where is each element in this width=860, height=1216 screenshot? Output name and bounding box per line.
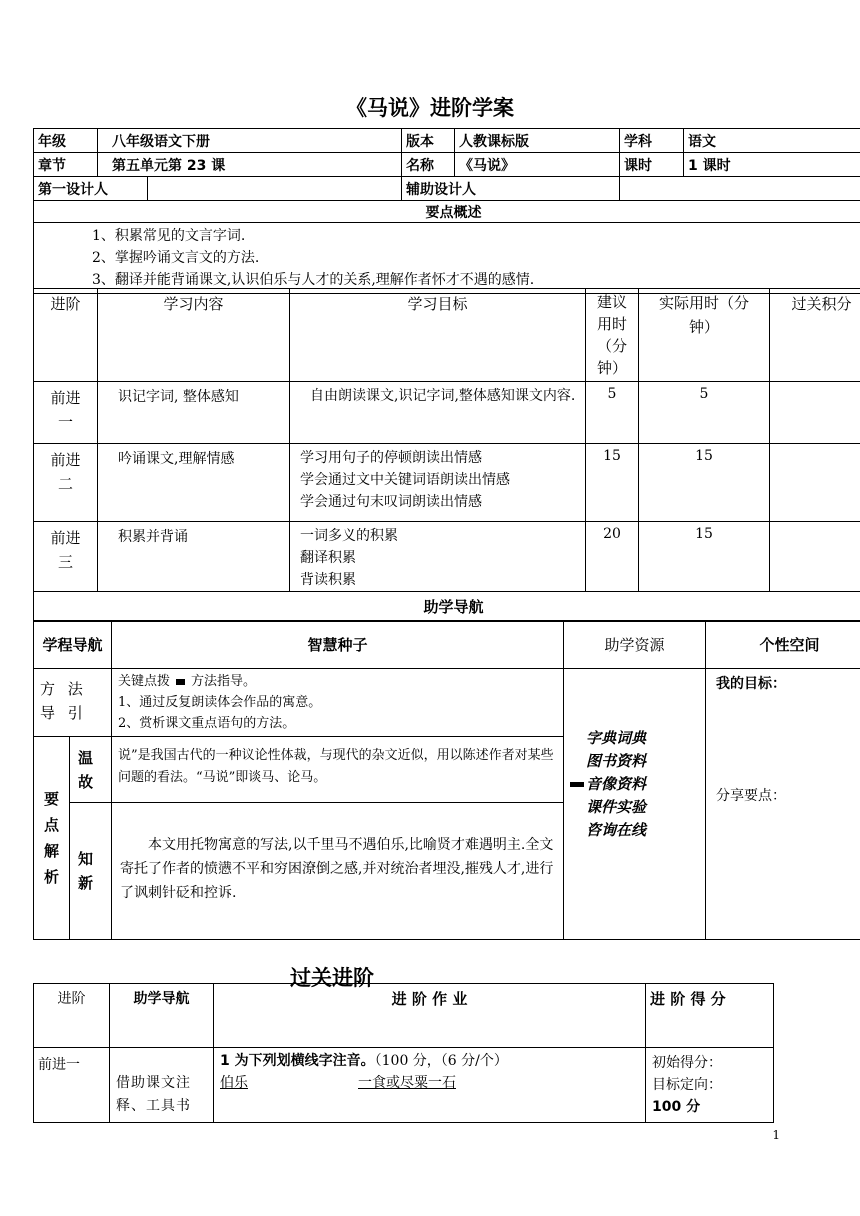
review-label: 温故 xyxy=(70,737,112,803)
goal-line: 背读积累 xyxy=(300,572,356,588)
new-label: 知新 xyxy=(70,803,112,940)
grade-value: 八年级语文下册 xyxy=(98,129,402,153)
score-initial: 初始得分： xyxy=(652,1055,722,1071)
plan-row-content: 吟诵课文,理解情感 xyxy=(98,444,290,522)
question-score: （100 分，（6 分/个） xyxy=(374,1053,508,1069)
personal-cell xyxy=(706,669,860,940)
method-label: 方 法 导 引 xyxy=(34,669,112,737)
name-value: 《马说》 xyxy=(455,153,620,177)
resources-cell xyxy=(564,669,706,940)
question-word: 伯乐 xyxy=(220,1075,248,1091)
hours-value: 1 课时 xyxy=(684,153,860,177)
plan-row-score xyxy=(770,522,860,592)
plan-row-stage: 前进一 xyxy=(34,382,98,444)
method-item: 2、赏析课文重点语句的方法。 xyxy=(118,716,296,731)
chapter-label: 章节 xyxy=(34,153,98,177)
method-cell xyxy=(112,669,564,737)
plan-row-score xyxy=(770,444,860,522)
pass-title: 过关进阶 xyxy=(290,965,374,990)
plan-header-suggest xyxy=(586,289,639,382)
hours-label: 课时 xyxy=(620,153,684,177)
chapter-value: 第五单元第 23 课 xyxy=(98,153,402,177)
seed-header: 智慧种子 xyxy=(112,621,564,669)
plan-row-actual: 15 xyxy=(639,444,770,522)
name-label: 名称 xyxy=(402,153,455,177)
method-title-b: 方法指导。 xyxy=(191,674,257,689)
page-title: 《马说》进阶学案 xyxy=(346,96,514,120)
plan-row-goals: 自由朗读课文,识记字词,整体感知课文内容. xyxy=(290,382,586,444)
page-number: 1 xyxy=(772,1128,780,1142)
plan-row-goals xyxy=(290,522,586,592)
plan-row-actual: 5 xyxy=(639,382,770,444)
plan-row-suggest: 15 xyxy=(586,444,639,522)
edition-label: 版本 xyxy=(402,129,455,153)
edition-value: 人教课标版 xyxy=(455,129,620,153)
overview-item: 2、掌握吟诵文言文的方法. xyxy=(92,250,260,266)
score-value: 100 分 xyxy=(652,1099,701,1115)
pass-row-score xyxy=(646,1048,774,1123)
score-target: 目标定向： xyxy=(652,1077,722,1093)
resource-header: 助学资源 xyxy=(564,621,706,669)
resource-item: 音像资料 xyxy=(586,774,647,793)
plan-row-goals xyxy=(290,444,586,522)
plan-row-score xyxy=(770,382,860,444)
subject-label: 学科 xyxy=(620,129,684,153)
goal-line: 学习用句子的停顿朗读出情感 xyxy=(300,450,482,466)
plan-header-content: 学习内容 xyxy=(98,289,290,382)
header-line: 钟） xyxy=(596,359,627,377)
personal-header: 个性空间 xyxy=(706,621,860,669)
process-header: 学程导航 xyxy=(34,621,112,669)
header-line: 建议 xyxy=(596,293,627,311)
plan-row-content: 识记字词, 整体感知 xyxy=(98,382,290,444)
overview-item: 1、积累常见的文言字词. xyxy=(92,228,246,244)
bullet-square-icon xyxy=(176,679,185,685)
plan-header-score: 过关积分 xyxy=(770,289,860,382)
pass-row-guide: 借助课文注释、工具书 xyxy=(110,1048,214,1123)
pass-header-guide: 助学导航 xyxy=(110,984,214,1048)
resource-item: 图书资料 xyxy=(586,751,647,770)
info-table xyxy=(33,128,860,294)
plan-row-actual: 15 xyxy=(639,522,770,592)
guide-heading: 助学导航 xyxy=(34,592,860,622)
question-word: 一食或尽粟一石 xyxy=(358,1075,456,1091)
plan-header-stage: 进阶 xyxy=(34,289,98,382)
resource-item: 课件实验 xyxy=(586,797,647,816)
header-line: 实际用时（分 xyxy=(658,294,749,312)
method-title-a: 关键点拨 xyxy=(118,674,171,689)
plan-header-actual xyxy=(639,289,770,382)
key-points-label: 要点解析 xyxy=(34,737,70,940)
plan-row-stage: 前进二 xyxy=(34,444,98,522)
review-text: 说”是我国古代的一种议论性体裁，与现代的杂文近似，用以陈述作者对某些问题的看法。“马说”即谈马、论马。 xyxy=(112,737,564,803)
pass-header-score: 进 阶 得 分 xyxy=(646,984,774,1048)
plan-row-suggest: 5 xyxy=(586,382,639,444)
plan-row-stage: 前进三 xyxy=(34,522,98,592)
header-line: 钟） xyxy=(688,318,719,336)
resource-item: 字典词典 xyxy=(586,728,647,747)
header-line: 用时 xyxy=(596,315,627,333)
pass-row-task xyxy=(214,1048,646,1123)
assist-label: 辅助设计人 xyxy=(402,177,620,201)
resource-item: 咨询在线 xyxy=(586,820,647,839)
grade-label: 年级 xyxy=(34,129,98,153)
header-line: （分 xyxy=(596,337,627,355)
plan-header-goals: 学习目标 xyxy=(290,289,586,382)
goal-line: 翻译积累 xyxy=(300,550,356,566)
pass-table xyxy=(33,983,774,1123)
designer-label: 第一设计人 xyxy=(34,177,148,201)
bullet-bar-icon xyxy=(570,782,584,787)
plan-row-suggest: 20 xyxy=(586,522,639,592)
question-title: 1 为下列划横线字注音。 xyxy=(220,1053,375,1069)
subject-value: 语文 xyxy=(684,129,860,153)
goal-line: 一词多义的积累 xyxy=(300,528,398,544)
my-goal-label: 我的目标： xyxy=(716,676,787,692)
assist-value xyxy=(620,177,860,201)
plan-table xyxy=(33,288,860,622)
pass-header-task: 进 阶 作 业 xyxy=(214,984,646,1048)
pass-header-stage: 进阶 xyxy=(34,984,110,1048)
plan-row-content: 积累并背诵 xyxy=(98,522,290,592)
method-item: 1、通过反复朗读体会作品的寓意。 xyxy=(118,695,322,710)
guide-table xyxy=(33,620,860,940)
overview-list xyxy=(34,223,860,294)
overview-heading: 要点概述 xyxy=(34,201,860,223)
new-text: 本文用托物寓意的写法,以千里马不遇伯乐,比喻贤才难遇明主.全文寄托了作者的愤懑不平和穷困潦倒之感,并对统治者埋没,摧残人才,进行了讽刺针砭和控诉. xyxy=(112,803,564,940)
share-label: 分享要点： xyxy=(716,788,787,804)
overview-item: 3、翻译并能背诵课文,认识伯乐与人才的关系,理解作者怀才不遇的感情. xyxy=(92,272,535,288)
goal-line: 学会通过句末叹词朗读出情感 xyxy=(300,494,482,510)
pass-row-stage: 前进一 xyxy=(34,1048,110,1123)
designer-value xyxy=(148,177,402,201)
goal-line: 学会通过文中关键词语朗读出情感 xyxy=(300,472,510,488)
